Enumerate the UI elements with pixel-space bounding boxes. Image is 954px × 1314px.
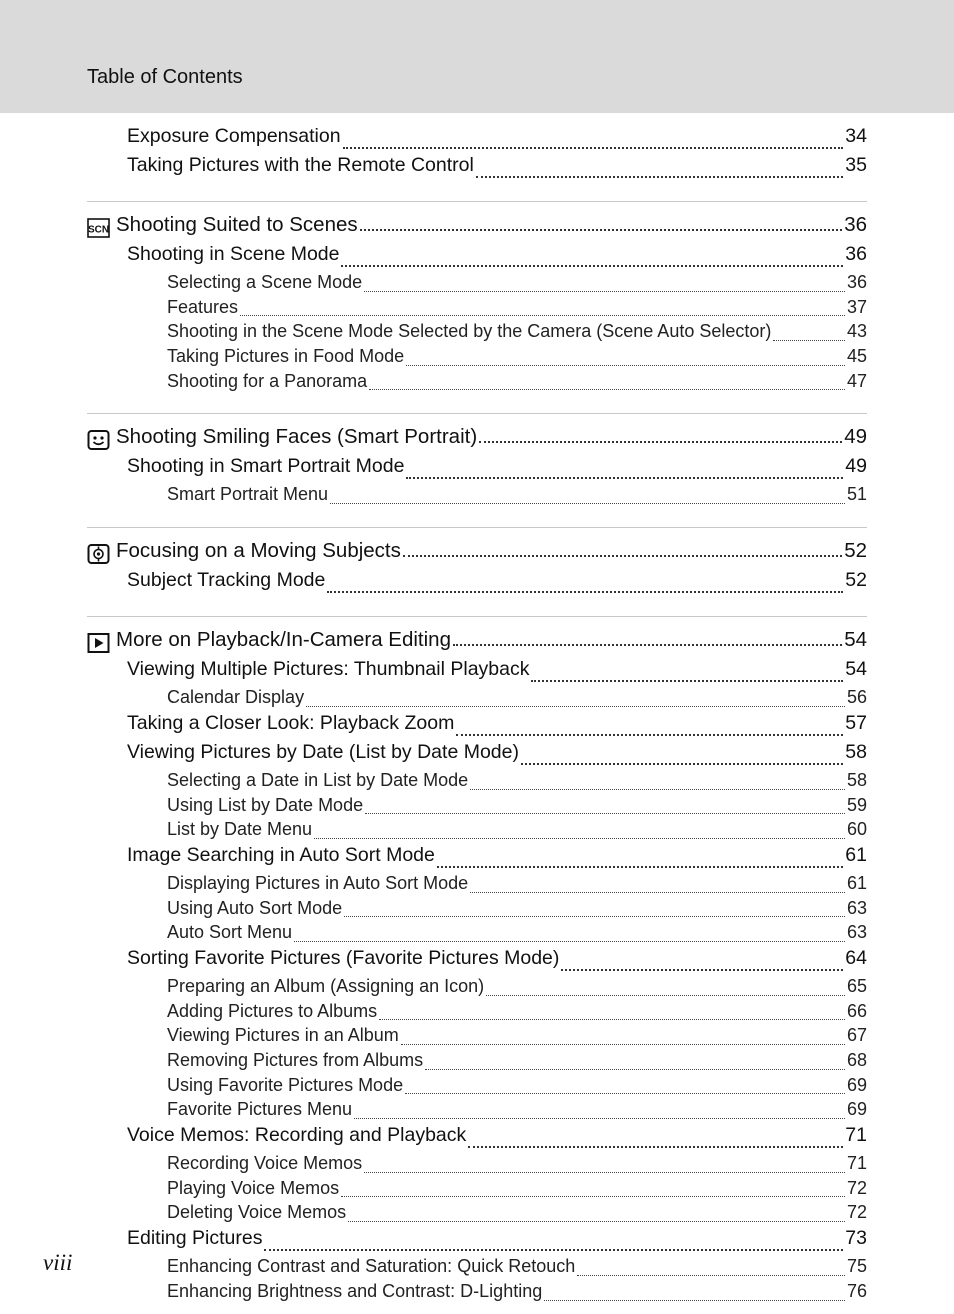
toc-entry-page: 63 xyxy=(846,922,867,943)
toc-entry-page: 34 xyxy=(845,125,867,147)
dot-leader xyxy=(341,265,843,267)
toc-entry[interactable] xyxy=(87,1099,867,1124)
toc-chapter xyxy=(87,528,867,598)
section-spacer xyxy=(87,598,867,616)
toc-entry[interactable] xyxy=(87,243,867,272)
toc-entry-title: Preparing an Album (Assigning an Icon) xyxy=(167,975,485,996)
toc-entry[interactable] xyxy=(87,795,867,820)
toc-entry-title: Using Favorite Pictures Mode xyxy=(167,1074,404,1095)
toc-entry-page: 73 xyxy=(845,1227,867,1250)
toc-entry-title: Viewing Pictures in an Album xyxy=(167,1025,399,1046)
dot-leader xyxy=(327,591,843,593)
section-spacer xyxy=(87,183,867,201)
toc-entry-page: 71 xyxy=(845,1124,867,1147)
toc-entry[interactable] xyxy=(87,569,867,598)
toc-entry-title: Sorting Favorite Pictures (Favorite Pictures Mode) xyxy=(127,946,560,969)
toc-entry[interactable] xyxy=(87,1227,867,1256)
toc-entry-title: Features xyxy=(167,296,239,317)
scene-icon xyxy=(87,218,110,238)
toc-entry-page: 47 xyxy=(846,370,867,391)
toc-entry[interactable] xyxy=(87,321,867,346)
toc-entry[interactable] xyxy=(87,371,867,396)
toc-entry[interactable] xyxy=(87,1124,867,1153)
toc-entry-title: Calendar Display xyxy=(167,687,305,708)
toc-entry-title: More on Playback/In-Camera Editing xyxy=(116,627,451,651)
toc-entry[interactable] xyxy=(87,1281,867,1306)
dot-leader xyxy=(343,147,844,149)
toc-entry-page: 68 xyxy=(846,1050,867,1070)
dot-leader xyxy=(330,503,845,504)
toc-entry-title: Image Searching in Auto Sort Mode xyxy=(127,843,435,866)
toc-entry-title: Focusing on a Moving Subjects xyxy=(116,538,401,562)
toc-entry[interactable] xyxy=(87,1001,867,1026)
toc-entry-title: Enhancing Contrast and Saturation: Quick Retouch xyxy=(167,1256,576,1277)
toc-entry-page: 56 xyxy=(846,687,867,708)
toc-entry-page: 61 xyxy=(845,843,867,866)
toc-entry[interactable] xyxy=(87,272,867,297)
toc-entry[interactable] xyxy=(87,873,867,898)
dot-leader xyxy=(577,1275,845,1276)
toc-entry-page: 45 xyxy=(846,346,867,367)
toc-entry-title: Shooting in Scene Mode xyxy=(127,243,340,265)
toc-entry[interactable] xyxy=(87,922,867,947)
dot-leader xyxy=(354,1118,845,1119)
dot-leader xyxy=(468,1146,843,1148)
toc-entry[interactable] xyxy=(87,844,867,873)
toc-entry-title: Editing Pictures xyxy=(127,1227,263,1250)
toc-entry[interactable] xyxy=(87,125,867,154)
toc-entry-page: 37 xyxy=(846,296,867,317)
dot-leader xyxy=(306,706,845,707)
toc-entry-title: Shooting Smiling Faces (Smart Portrait) xyxy=(116,424,478,448)
toc-entry[interactable] xyxy=(87,1025,867,1050)
toc-entry[interactable] xyxy=(87,1050,867,1075)
dot-leader xyxy=(365,813,845,814)
dot-leader xyxy=(294,941,845,942)
toc-entry-page: 36 xyxy=(845,243,867,265)
toc-entry-title: Recording Voice Memos xyxy=(167,1153,363,1174)
toc-entry[interactable] xyxy=(87,1153,867,1178)
header-band xyxy=(0,0,954,113)
toc-entry[interactable] xyxy=(87,154,867,183)
toc-entry-title: List by Date Menu xyxy=(167,819,313,840)
toc-entry-page: 69 xyxy=(846,1099,867,1120)
toc-entry-page: 49 xyxy=(844,424,867,448)
toc-entry-title: Voice Memos: Recording and Playback xyxy=(127,1124,467,1147)
section-spacer xyxy=(87,509,867,527)
toc-chapter-heading[interactable] xyxy=(87,621,867,658)
dot-leader xyxy=(264,1249,843,1251)
dot-leader xyxy=(406,365,845,366)
toc-entry[interactable] xyxy=(87,346,867,371)
toc-entry-title: Selecting a Date in List by Date Mode xyxy=(167,769,469,790)
toc-entry-page: 54 xyxy=(845,658,867,681)
toc-entry[interactable] xyxy=(87,455,867,484)
toc-chapter xyxy=(87,414,867,509)
toc-entry-page: 43 xyxy=(846,321,867,342)
dot-leader xyxy=(470,892,845,893)
toc-entry-page: 64 xyxy=(845,946,867,969)
toc-entry-page: 65 xyxy=(846,975,867,996)
toc-entry[interactable] xyxy=(87,898,867,923)
toc-entry-title: Enhancing Brightness and Contrast: D-Lighting xyxy=(167,1280,543,1301)
dot-leader xyxy=(521,763,843,765)
toc-chapter-heading[interactable] xyxy=(87,206,867,243)
toc-entry-title: Auto Sort Menu xyxy=(167,922,293,943)
toc-entry-page: 58 xyxy=(846,769,867,790)
toc-entry[interactable] xyxy=(87,1202,867,1227)
dot-leader xyxy=(470,789,845,790)
toc-entry-page: 60 xyxy=(846,819,867,840)
dot-leader xyxy=(544,1300,845,1301)
toc-entry-page: 54 xyxy=(844,627,867,651)
toc-entry-title: Subject Tracking Mode xyxy=(127,569,326,592)
toc-entry-title: Shooting Suited to Scenes xyxy=(116,212,358,236)
toc-entry-page: 66 xyxy=(846,1000,867,1021)
toc-entry[interactable] xyxy=(87,484,867,509)
toc-entry[interactable] xyxy=(87,712,867,741)
toc-entry-title: Taking Pictures in Food Mode xyxy=(167,346,405,367)
toc-entry-title: Displaying Pictures in Auto Sort Mode xyxy=(167,872,469,893)
toc-entry-title: Shooting in Smart Portrait Mode xyxy=(127,455,405,478)
toc-chapter xyxy=(87,202,867,395)
svg-text:SCN: SCN xyxy=(87,224,110,235)
table-of-contents xyxy=(87,125,867,1306)
toc-entry-page: 72 xyxy=(846,1177,867,1198)
toc-entry-title: Adding Pictures to Albums xyxy=(167,1000,378,1021)
section-spacer xyxy=(87,395,867,413)
dot-leader xyxy=(425,1069,845,1070)
toc-entry-title: Shooting for a Panorama xyxy=(167,370,368,391)
dot-leader xyxy=(486,995,845,996)
toc-entry-title: Shooting in the Scene Mode Selected by the Camera (Scene Auto Selector) xyxy=(167,321,772,342)
toc-entry-title: Removing Pictures from Albums xyxy=(167,1050,424,1070)
dot-leader xyxy=(344,916,845,917)
dot-leader xyxy=(348,1221,845,1222)
toc-entry-page: 63 xyxy=(846,897,867,918)
dot-leader xyxy=(403,555,842,557)
toc-entry-page: 57 xyxy=(845,711,867,734)
dot-leader xyxy=(406,477,843,479)
dot-leader xyxy=(561,969,843,971)
smile-icon xyxy=(87,430,110,450)
toc-entry-page: 58 xyxy=(845,740,867,763)
subject-tracking-icon xyxy=(87,544,110,564)
dot-leader xyxy=(531,680,843,682)
toc-entry-page: 51 xyxy=(846,484,867,505)
toc-entry-page: 52 xyxy=(845,569,867,592)
dot-leader xyxy=(379,1019,845,1020)
dot-leader xyxy=(453,644,842,646)
toc-entry[interactable] xyxy=(87,770,867,795)
toc-entry-title: Playing Voice Memos xyxy=(167,1177,340,1198)
toc-chapters xyxy=(87,183,867,1306)
toc-entry-title: Favorite Pictures Menu xyxy=(167,1099,353,1120)
toc-entry-title: Taking a Closer Look: Playback Zoom xyxy=(127,711,455,734)
toc-entry-page: 52 xyxy=(844,538,867,562)
toc-chapter-heading[interactable] xyxy=(87,532,867,569)
dot-leader xyxy=(773,340,845,341)
toc-entry[interactable] xyxy=(87,947,867,976)
dot-leader xyxy=(364,291,845,292)
dot-leader xyxy=(405,1093,845,1094)
dot-leader xyxy=(314,838,845,839)
toc-entry[interactable] xyxy=(87,819,867,844)
dot-leader xyxy=(240,315,845,316)
toc-chapter xyxy=(87,617,867,1305)
toc-entry-page: 59 xyxy=(846,794,867,815)
dot-leader xyxy=(437,866,843,868)
dot-leader xyxy=(364,1172,845,1173)
toc-entry[interactable] xyxy=(87,1178,867,1203)
toc-entry-page: 76 xyxy=(846,1280,867,1301)
toc-group-continued xyxy=(87,125,867,183)
toc-entry-page: 69 xyxy=(846,1074,867,1095)
toc-entry[interactable] xyxy=(87,741,867,770)
toc-entry[interactable] xyxy=(87,1256,867,1281)
playback-icon xyxy=(87,633,110,653)
toc-entry-title: Using List by Date Mode xyxy=(167,794,364,815)
toc-entry-title: Smart Portrait Menu xyxy=(167,484,329,505)
toc-entry[interactable] xyxy=(87,1075,867,1100)
toc-chapter-heading[interactable] xyxy=(87,418,867,455)
toc-entry-page: 36 xyxy=(846,272,867,292)
dot-leader xyxy=(341,1196,845,1197)
dot-leader xyxy=(456,734,843,736)
toc-entry[interactable] xyxy=(87,687,867,712)
toc-entry-title: Viewing Multiple Pictures: Thumbnail Playback xyxy=(127,658,530,681)
toc-entry-page: 71 xyxy=(846,1153,867,1174)
dot-leader xyxy=(476,176,843,178)
dot-leader xyxy=(369,389,845,390)
toc-entry[interactable] xyxy=(87,658,867,687)
toc-entry-page: 75 xyxy=(846,1256,867,1277)
dot-leader xyxy=(401,1044,845,1045)
toc-entry-title: Viewing Pictures by Date (List by Date Mode) xyxy=(127,740,519,763)
dot-leader xyxy=(479,441,842,443)
toc-entry-page: 49 xyxy=(845,455,867,478)
toc-entry-page: 67 xyxy=(846,1025,867,1046)
toc-entry-page: 72 xyxy=(846,1202,867,1223)
toc-entry-page: 36 xyxy=(844,212,867,236)
toc-entry-page: 61 xyxy=(846,872,867,893)
dot-leader xyxy=(360,229,843,231)
toc-entry[interactable] xyxy=(87,297,867,322)
toc-entry-page: 35 xyxy=(845,154,867,176)
page-title: Table of Contents xyxy=(87,66,243,88)
page-number: viii xyxy=(43,1250,73,1275)
toc-entry-title: Deleting Voice Memos xyxy=(167,1202,347,1223)
toc-entry-title: Taking Pictures with the Remote Control xyxy=(127,154,474,176)
toc-entry[interactable] xyxy=(87,976,867,1001)
toc-entry-title: Exposure Compensation xyxy=(127,125,341,147)
toc-entry-title: Using Auto Sort Mode xyxy=(167,897,343,918)
toc-entry-title: Selecting a Scene Mode xyxy=(167,272,363,292)
